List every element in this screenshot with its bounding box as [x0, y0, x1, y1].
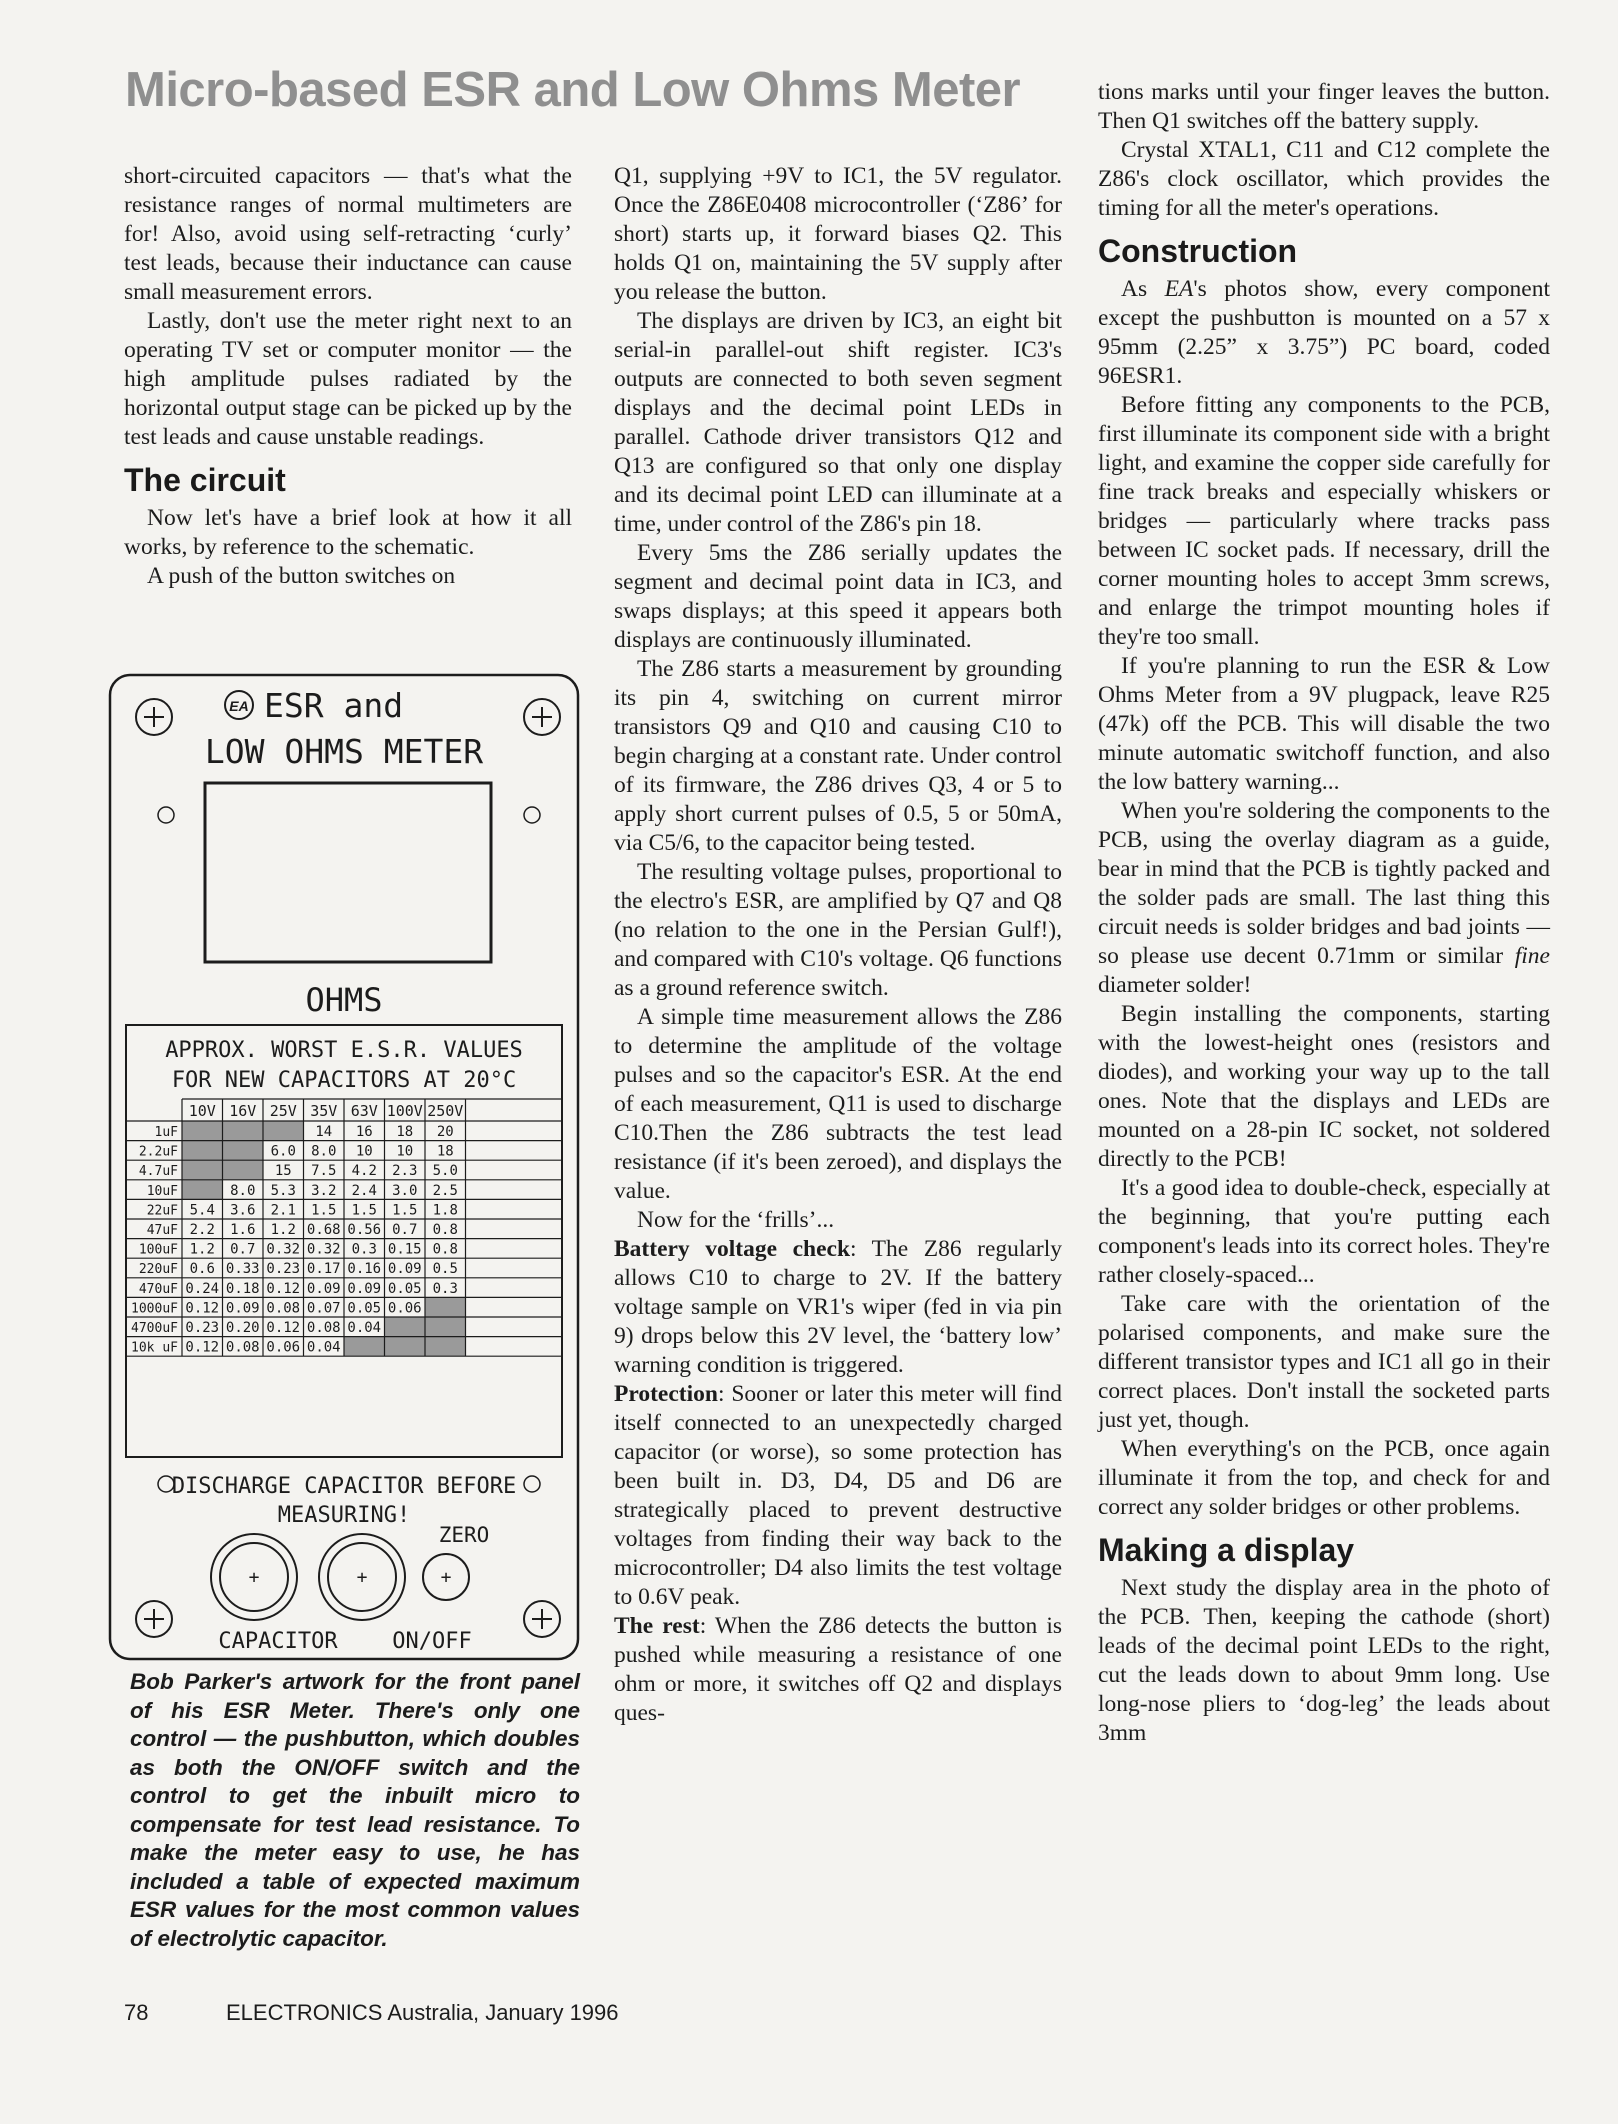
column-3 [1098, 78, 1550, 1748]
table-cell: 8.0 [311, 1143, 337, 1160]
page-number: 78 [124, 2000, 149, 2025]
svg-text:+: + [440, 1567, 452, 1588]
empty-cell [182, 1121, 223, 1141]
empty-cell [344, 1337, 385, 1357]
column-1 [124, 162, 572, 591]
table-cell: 3.2 [311, 1182, 337, 1199]
paragraph: Battery voltage check: The Z86 regularly allows C10 to charge to 2V. If the battery voltage sample on VR1's wiper (fed in via pin 9) drops below this 2V level, the ‘battery low’ warning condition is triggered. [614, 1236, 1062, 1378]
table-cell: 0.04 [347, 1320, 382, 1336]
esr-table [126, 1099, 562, 1356]
table-row-label: 220uF [138, 1262, 178, 1278]
table-cell: 5.3 [270, 1182, 296, 1199]
paragraph: The Z86 starts a measurement by grounding its pin 4, switching on current mirror transistors Q9 and Q10 and causing C10 to begin charging at a constant rate. Under control of its firmware, the Z86 drives Q3, 4 or 5 to apply short current pulses of 0.5, 5 or 50mA, via C5/6, to the capacitor being tested. [614, 656, 1062, 856]
table-cell: 0.8 [432, 1222, 458, 1238]
table-cell: 0.12 [185, 1339, 220, 1356]
table-cell: 0.3 [432, 1280, 458, 1297]
table-cell: 18 [436, 1143, 454, 1160]
table-cell: 2.5 [432, 1182, 458, 1199]
empty-cell [182, 1160, 223, 1180]
table-cell: 0.32 [306, 1241, 341, 1258]
table-cell: 0.12 [266, 1320, 301, 1336]
zero-label: ZERO [438, 1523, 490, 1547]
table-cell: 0.05 [387, 1280, 422, 1297]
approx-line2: FOR NEW CAPACITORS AT 20°C [171, 1068, 517, 1093]
panel-title-line2: LOW OHMS METER [204, 732, 484, 771]
table-row-label: 2.2uF [138, 1144, 178, 1160]
table-row-label: 22uF [146, 1203, 178, 1219]
paragraph: The rest: When the Z86 detects the button is pushed while measuring a resistance of one ohm or more, it switches off Q2 and displays ques- [614, 1613, 1062, 1726]
pushbutton-icon [423, 1554, 469, 1600]
capacitor-terminals [211, 1534, 405, 1620]
table-cell: 0.12 [266, 1280, 301, 1297]
table-cell: 2.1 [270, 1202, 296, 1219]
paragraph: Now for the ‘frills’... [637, 1207, 835, 1233]
empty-cell [425, 1317, 466, 1337]
table-cell: 0.09 [306, 1280, 341, 1297]
table-cell: 7.5 [311, 1163, 337, 1180]
table-cell: 0.3 [351, 1241, 377, 1258]
table-cell: 20 [436, 1124, 454, 1140]
table-column-header: 100V [386, 1102, 423, 1120]
table-cell: 5.4 [189, 1202, 215, 1219]
table-cell: 0.08 [306, 1320, 341, 1336]
table-row-label: 4.7uF [138, 1164, 178, 1180]
table-row-label: 4700uF [131, 1321, 178, 1336]
table-cell: 2.4 [351, 1182, 377, 1199]
table-row-label: 10k uF [131, 1340, 178, 1356]
paragraph: Crystal XTAL1, C11 and C12 complete the Z86's clock oscillator, which provides the timing for all the meter's operations. [1098, 137, 1550, 221]
table-cell: 2.2 [189, 1222, 215, 1238]
table-column-header: 16V [229, 1102, 257, 1120]
ohms-label: OHMS [305, 981, 383, 1019]
onoff-label: ON/OFF [392, 1629, 472, 1654]
table-cell: 10 [355, 1143, 373, 1160]
empty-cell [425, 1297, 466, 1317]
table-column-header: 10V [188, 1102, 216, 1120]
empty-cell [182, 1141, 223, 1161]
table-cell: 10 [396, 1143, 414, 1160]
empty-cell [425, 1337, 466, 1357]
empty-cell [385, 1337, 426, 1357]
table-cell: 3.0 [392, 1182, 418, 1199]
table-cell: 0.09 [225, 1300, 260, 1317]
figure-caption: Bob Parker's artwork for the front panel of his ESR Meter. There's only one control — the pushbutton, which doubles as both the ON/OFF switch and the control to get the inbuilt micro to compensate for test lead resistance. To make the meter easy to use, he has included a table of expected maximum ESR values for the most common values of electrolytic capacitor. [130, 1669, 580, 1951]
empty-cell [223, 1141, 264, 1161]
paragraph: Lastly, don't use the meter right next to an operating TV set or computer monitor — the high amplitude pulses radiated by the horizontal output stage can be picked up by the test leads and cause unstable readings. [124, 308, 572, 450]
table-cell: 0.09 [347, 1280, 382, 1297]
paragraph: As EA's photos show, every component except the pushbutton is mounted on a 57 x 95mm (2.25” x 3.75”) PC board, coded 96ESR1. [1098, 276, 1550, 389]
table-row-label: 470uF [138, 1281, 178, 1297]
paragraph: Before fitting any components to the PCB, first illuminate its component side with a bright light, and examine the copper side carefully for fine track breaks and especially whiskers or bridges — particularly where tracks pass between IC socket pads. If necessary, drill the corner mounting holes to accept 3mm screws, and enlarge the trimpot mounting holes if they're too small. [1098, 392, 1550, 650]
table-cell: 0.56 [347, 1222, 382, 1238]
svg-text:+: + [356, 1567, 368, 1588]
table-cell: 1.5 [351, 1202, 377, 1219]
paragraph: Next study the display area in the photo of the PCB. Then, keeping the cathode (short) leads of the decimal point LEDs to the right, cut the leads down to about 9mm long. Use long-nose pliers to ‘dog-leg’ the leads about 3mm [1098, 1575, 1550, 1746]
table-column-header: 25V [269, 1102, 297, 1120]
table-cell: 0.06 [266, 1339, 301, 1356]
empty-cell [263, 1121, 304, 1141]
table-cell: 16 [355, 1124, 373, 1140]
section-heading-circuit: The circuit [124, 462, 286, 498]
column-2 [614, 162, 1062, 1728]
table-cell: 0.23 [185, 1320, 220, 1336]
empty-cell [223, 1160, 264, 1180]
table-cell: 6.0 [270, 1143, 296, 1160]
table-cell: 0.33 [225, 1261, 260, 1278]
paragraph: Every 5ms the Z86 serially updates the segment and decimal point data in IC3, and swaps displays; at this speed it appears both displays are continuously illuminated. [614, 540, 1062, 653]
paragraph: Take care with the orientation of the polarised components, and make sure the different transistor types and IC1 all go in their correct places. Don't install the socketed parts just yet, though. [1098, 1291, 1550, 1433]
table-cell: 4.2 [351, 1163, 377, 1180]
table-row-label: 1000uF [131, 1301, 178, 1317]
paragraph: When you're soldering the components to the PCB, using the overlay diagram as a guide, bear in mind that the PCB is tightly packed and the solder pads are small. The last thing this circuit needs is solder bridges and bad joints — so please use decent 0.71mm or similar fine diameter solder! [1098, 798, 1550, 998]
discharge-warning-line2: MEASURING! [277, 1503, 411, 1528]
ea-logo-icon [225, 691, 253, 719]
table-column-header: 63V [350, 1102, 378, 1120]
paragraph: A simple time measurement allows the Z86 to determine the amplitude of the voltage pulses and so the capacitor's ESR. At the end of each measurement, Q11 is used to discharge C10.Then the Z86 subtracts the test lead resistance (if it's been zeroed), and displays the value. [614, 1004, 1062, 1204]
table-cell: 0.08 [225, 1339, 260, 1356]
paragraph: short-circuited capacitors — that's what the resistance ranges of normal multimeters are for! Also, avoid using self-retracting ‘curly’ test leads, because their inductance can cause small measurement errors. [124, 163, 572, 305]
table-row-label: 1uF [154, 1125, 178, 1140]
panel-title-line1: ESR and [264, 686, 404, 725]
table-cell: 0.04 [306, 1339, 341, 1356]
table-cell: 0.32 [266, 1241, 301, 1258]
table-cell: 0.5 [432, 1261, 458, 1278]
empty-cell [223, 1121, 264, 1141]
table-cell: 1.6 [230, 1222, 256, 1238]
front-panel-artwork [108, 673, 580, 1661]
paragraph: tions marks until your finger leaves the button. Then Q1 switches off the battery supply. [1098, 79, 1550, 134]
table-cell: 0.12 [185, 1300, 220, 1317]
table-cell: 0.09 [387, 1261, 422, 1278]
approx-line1: APPROX. WORST E.S.R. VALUES [165, 1038, 523, 1063]
article-title: Micro-based ESR and Low Ohms Meter [125, 63, 1021, 117]
display-window [205, 783, 491, 962]
table-cell: 0.24 [185, 1280, 220, 1297]
table-cell: 1.5 [311, 1202, 337, 1219]
paragraph: Q1, supplying +9V to IC1, the 5V regulator. Once the Z86E0408 microcontroller (‘Z86’ for short) starts up, it forward biases Q2. This holds Q1 on, maintaining the 5V supply after you release the button. [614, 163, 1062, 305]
section-heading-display: Making a display [1098, 1532, 1355, 1568]
paragraph: A push of the button switches on [147, 563, 456, 589]
table-cell: 1.2 [270, 1222, 296, 1238]
table-cell: 2.3 [392, 1163, 418, 1180]
paragraph: Now let's have a brief look at how it all works, by reference to the schematic. [124, 505, 572, 560]
paragraph: When everything's on the PCB, once again illuminate it from the top, and check for and correct any solder bridges or other problems. [1098, 1436, 1550, 1520]
table-cell: 0.15 [387, 1241, 422, 1258]
paragraph: Begin installing the components, starting with the lowest-height ones (resistors and diodes), and working your way up to the tall ones. Note that the displays and LEDs are mounted on a 28-pin IC socket, not soldered directly to the PCB! [1098, 1001, 1550, 1172]
capacitor-label: CAPACITOR [218, 1629, 338, 1654]
run-in-heading: The rest [614, 1613, 700, 1639]
discharge-warning-line1: DISCHARGE CAPACITOR BEFORE [171, 1474, 517, 1499]
table-cell: 15 [274, 1163, 292, 1180]
table-cell: 0.18 [225, 1280, 260, 1297]
run-in-heading: Protection [614, 1381, 718, 1407]
publication-line: ELECTRONICS Australia, January 1996 [226, 2000, 619, 2025]
table-row-label: 100uF [138, 1242, 178, 1258]
table-cell: 0.07 [306, 1300, 341, 1317]
table-cell: 14 [315, 1124, 333, 1140]
paragraph: Protection: Sooner or later this meter will find itself connected to an unexpectedly charged capacitor (or worse), so some protection has been built in. D3, D4, D5 and D6 are strategically placed to prevent destructive voltages from finding their way back to the microcontroller; D4 also limits the test voltage to 0.6V peak. [614, 1381, 1062, 1610]
table-cell: 1.5 [392, 1202, 418, 1219]
table-cell: 0.06 [387, 1300, 422, 1317]
table-cell: 0.05 [347, 1300, 382, 1317]
run-in-heading: Battery voltage check [614, 1236, 851, 1262]
table-cell: 1.8 [432, 1202, 458, 1219]
paragraph: If you're planning to run the ESR & Low Ohms Meter from a 9V plugpack, leave R25 (47k) off the PCB. This will disable the two minute automatic switchoff function, and also the low battery warning... [1098, 653, 1550, 795]
paragraph: The displays are driven by IC3, an eight bit serial-in parallel-out shift register. IC3's outputs are connected to both seven segment displays and the decimal point LEDs in parallel. Cathode driver transistors Q12 and Q13 are configured so that only one display and its decimal point LED can illuminate at a time, under control of the Z86's pin 18. [614, 308, 1062, 537]
table-row-label: 10uF [146, 1183, 178, 1199]
table-cell: 3.6 [230, 1202, 256, 1219]
table-cell: 0.08 [266, 1300, 301, 1317]
section-heading-construction: Construction [1098, 233, 1298, 269]
table-cell: 0.68 [306, 1222, 341, 1238]
paragraph: It's a good idea to double-check, especially at the beginning, that you're putting each component's leads into its correct holes. They're rather closely-spaced... [1098, 1175, 1550, 1288]
table-cell: 0.7 [230, 1241, 256, 1258]
paragraph: The resulting voltage pulses, proportional to the electro's ESR, are amplified by Q7 and Q8 (no relation to the one in the Persian Gulf!), and compared with C10's voltage. Q6 functions as a ground reference switch. [614, 859, 1062, 1001]
table-cell: 0.16 [347, 1261, 382, 1278]
table-cell: 1.2 [189, 1241, 215, 1258]
table-cell: 0.23 [266, 1261, 301, 1278]
table-row-label: 47uF [146, 1223, 178, 1238]
table-cell: 18 [396, 1124, 414, 1140]
table-cell: 0.20 [225, 1320, 260, 1336]
table-cell: 8.0 [230, 1182, 256, 1199]
table-column-header: 35V [310, 1102, 338, 1120]
svg-text:+: + [248, 1567, 260, 1588]
empty-cell [385, 1317, 426, 1337]
table-cell: 5.0 [432, 1163, 458, 1180]
svg-text:EA: EA [229, 698, 249, 714]
table-cell: 0.17 [306, 1261, 341, 1278]
table-column-header: 250V [427, 1102, 464, 1120]
table-cell: 0.6 [189, 1261, 215, 1278]
page-footer [124, 2000, 619, 2026]
table-cell: 0.8 [432, 1241, 458, 1258]
empty-cell [182, 1180, 223, 1200]
table-cell: 0.7 [392, 1222, 418, 1238]
